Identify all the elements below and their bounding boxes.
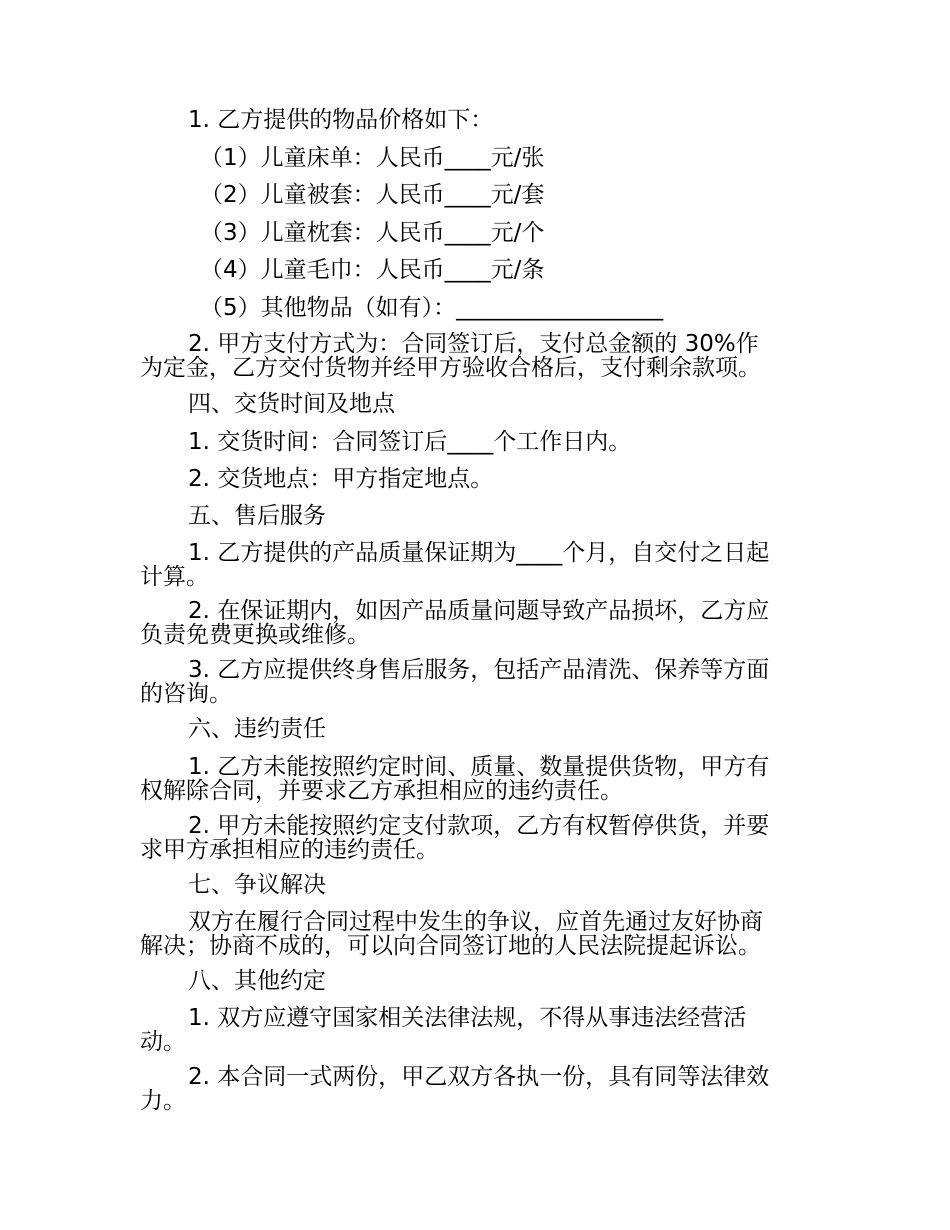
warranty-line-1: 1. 乙方提供的产品质量保证期为____个月，自交付之日起 bbox=[188, 540, 770, 566]
warranty-line-2: 计算。 bbox=[140, 564, 209, 590]
breach-seller-line-2: 权解除合同，并要求乙方承担相应的违约责任。 bbox=[140, 778, 623, 804]
section-title-after-sales: 五、售后服务 bbox=[188, 503, 326, 529]
copies-line-2: 力。 bbox=[140, 1088, 186, 1114]
replacement-line-2: 负责免费更换或维修。 bbox=[140, 622, 370, 648]
delivery-place: 2. 交货地点：甲方指定地点。 bbox=[188, 466, 494, 492]
breach-seller-line-1: 1. 乙方未能按照约定时间、质量、数量提供货物，甲方有 bbox=[188, 754, 770, 780]
service-line-2: 的咨询。 bbox=[140, 681, 232, 707]
price-item-other: （5）其他物品（如有）：__________________ bbox=[200, 295, 664, 321]
price-item-children-duvet-cover: （2）儿童被套：人民币____元/套 bbox=[200, 182, 545, 208]
section-title-other: 八、其他约定 bbox=[188, 968, 326, 994]
service-line-1: 3. 乙方应提供终身售后服务，包括产品清洗、保养等方面 bbox=[188, 657, 770, 683]
compliance-line-2: 动。 bbox=[140, 1029, 186, 1055]
price-heading: 1. 乙方提供的物品价格如下： bbox=[188, 107, 494, 133]
price-item-children-pillowcase: （3）儿童枕套：人民币____元/个 bbox=[200, 220, 545, 246]
breach-buyer-line-1: 2. 甲方未能按照约定支付款项，乙方有权暂停供货，并要 bbox=[188, 813, 770, 839]
section-title-breach: 六、违约责任 bbox=[188, 716, 326, 742]
price-item-children-towel: （4）儿童毛巾：人民币____元/条 bbox=[200, 257, 545, 283]
breach-buyer-line-2: 求甲方承担相应的违约责任。 bbox=[140, 837, 439, 863]
section-title-delivery: 四、交货时间及地点 bbox=[188, 391, 395, 417]
payment-line-1: 2. 甲方支付方式为：合同签订后，支付总金额的 30%作 bbox=[188, 331, 759, 357]
compliance-line-1: 1. 双方应遵守国家相关法律法规，不得从事违法经营活 bbox=[188, 1005, 747, 1031]
section-title-dispute: 七、争议解决 bbox=[188, 872, 326, 898]
dispute-line-1: 双方在履行合同过程中发生的争议，应首先通过友好协商 bbox=[188, 909, 763, 935]
delivery-time: 1. 交货时间：合同签订后____个工作日内。 bbox=[188, 429, 632, 455]
price-item-children-sheet: （1）儿童床单：人民币____元/张 bbox=[200, 145, 545, 171]
replacement-line-1: 2. 在保证期内，如因产品质量问题导致产品损坏，乙方应 bbox=[188, 598, 770, 624]
copies-line-1: 2. 本合同一式两份，甲乙双方各执一份，具有同等法律效 bbox=[188, 1064, 770, 1090]
dispute-line-2: 解决；协商不成的，可以向合同签订地的人民法院提起诉讼。 bbox=[140, 933, 761, 959]
payment-line-2: 为定金，乙方交付货物并经甲方验收合格后，支付剩余款项。 bbox=[140, 355, 761, 381]
